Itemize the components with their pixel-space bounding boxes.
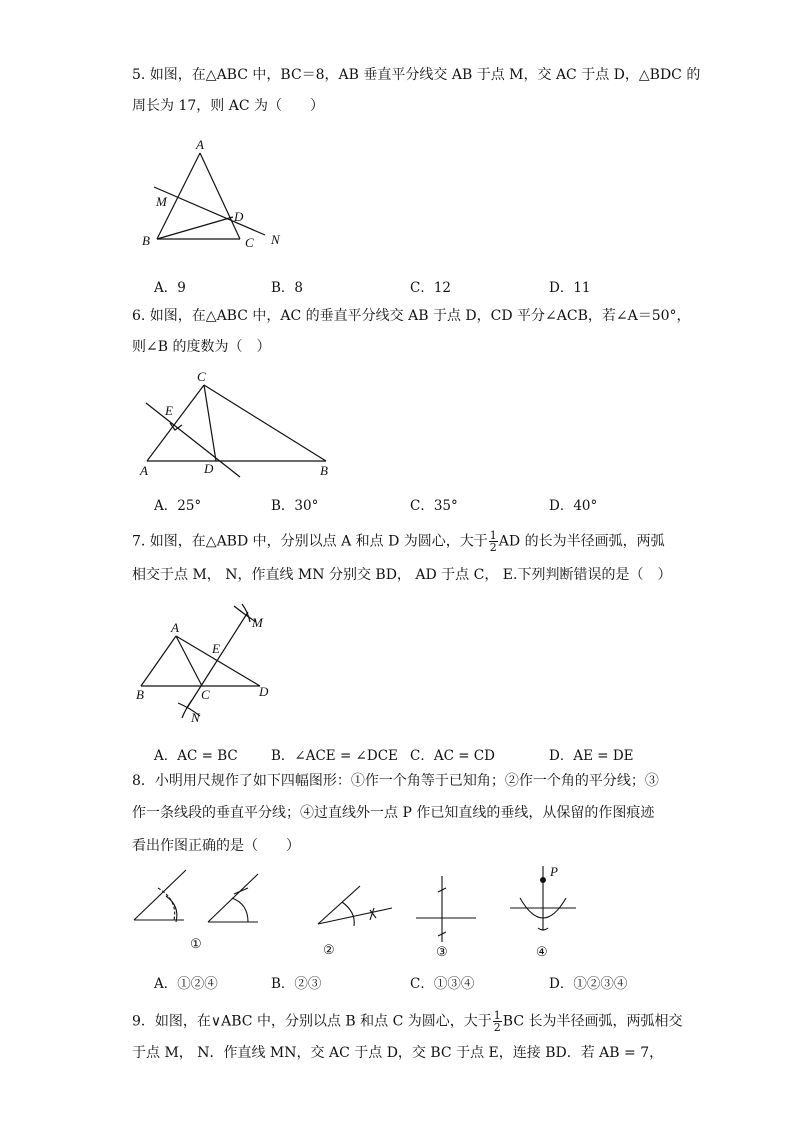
q5-option-b: B．8 [271, 280, 304, 296]
q6-label-b: B [320, 463, 328, 478]
q8-figure-number-4: ④ [536, 944, 548, 959]
q9-text-line1-end: BC 长为半径画弧，两弧相交 [502, 1013, 683, 1030]
q8-text-line1: 8．小明用尺规作了如下四幅图形：①作一个角等于已知角；②作一个角的平分线；③ [132, 773, 659, 789]
q8-figures [130, 858, 600, 963]
q5-option-a: A．9 [154, 280, 186, 296]
q8-option-c: C．①③④ [410, 976, 475, 992]
q9-fraction [493, 1010, 502, 1033]
q8-text-line3: 看出作图正确的是（ ） [132, 838, 300, 854]
q6-label-c: C [197, 369, 206, 384]
q8-figure-number-2: ② [323, 942, 335, 957]
q7-label-d: D [259, 684, 269, 699]
q7-option-d: D．AE = DE [549, 748, 634, 764]
q5-label-a: A [196, 137, 204, 152]
q5-option-c: C．12 [410, 280, 452, 296]
q9-fraction-denominator: 2 [493, 1021, 501, 1034]
q9-fraction-numerator: 1 [493, 1009, 501, 1022]
q7-label-a: A [171, 620, 179, 635]
q7-fraction [489, 530, 498, 553]
q8-label-p: P [550, 864, 558, 879]
q7-label-e: E [212, 641, 220, 656]
q6-label-d: D [204, 461, 214, 476]
q7-label-b: B [136, 687, 144, 702]
q8-point-p-dot [540, 877, 546, 883]
q8-figure-number-1: ① [190, 936, 202, 951]
q7-label-c: C [201, 687, 210, 702]
q6-option-a: A．25° [154, 498, 202, 514]
q6-text-line2: 则∠B 的度数为（ ） [132, 339, 271, 355]
q8-option-a: A．①②④ [154, 976, 218, 992]
q8-text-line2: 作一条线段的垂直平分线；④过直线外一点 P 作已知直线的垂线，从保留的作图痕迹 [132, 805, 655, 821]
q6-option-b: B．30° [271, 498, 319, 514]
q5-label-c: C [245, 235, 254, 250]
q7-option-a: A．AC = BC [154, 748, 238, 764]
q5-label-m: M [156, 194, 167, 209]
q7-text-line1-end: AD 的长为半径画弧，两弧 [498, 533, 665, 550]
q6-label-a: A [140, 463, 148, 478]
q5-option-d: D．11 [549, 280, 591, 296]
q7-fraction-denominator: 2 [489, 541, 497, 554]
q6-label-e: E [165, 403, 173, 418]
q9-text-line1-start: 9．如图，在∨ABC 中，分别以点 B 和点 C 为圆心，大于 [132, 1013, 492, 1030]
q7-text-line1-start: 7. 如图，在△ABD 中，分别以点 A 和点 D 为圆心，大于 [132, 533, 488, 550]
q7-figure [130, 600, 290, 725]
q5-label-n: N [271, 232, 280, 247]
q7-text-line2: 相交于点 M， N，作直线 MN 分别交 BD， AD 于点 C， E.下列判断错误的是（ ） [132, 567, 672, 583]
q6-option-d: D．40° [549, 498, 598, 514]
q5-text-line2: 周长为 17，则 AC 为（ ） [132, 98, 324, 114]
q7-text-line1 [132, 530, 665, 553]
q6-figure [130, 365, 345, 480]
q5-text-line1: 5. 如图，在△ABC 中，BC＝8，AB 垂直平分线交 AB 于点 M，交 AC 于点 D，△BDC 的 [132, 67, 701, 83]
q7-label-n: N [191, 710, 200, 725]
q9-text-line1 [132, 1010, 683, 1033]
q9-text-line2: 于点 M， N．作直线 MN，交 AC 于点 D，交 BC 于点 E，连接 BD．若 AB = 7， [132, 1045, 664, 1061]
q8-figure-number-3: ③ [436, 944, 448, 959]
q5-figure [130, 135, 300, 250]
q7-option-b: B．∠ACE = ∠DCE [271, 748, 398, 764]
q7-fraction-numerator: 1 [489, 529, 497, 542]
q8-option-d: D．①②③④ [549, 976, 628, 992]
q6-option-c: C．35° [410, 498, 458, 514]
q5-label-d: D [234, 209, 244, 224]
q7-option-c: C．AC = CD [410, 748, 495, 764]
q6-text-line1: 6. 如图，在△ABC 中，AC 的垂直平分线交 AB 于点 D，CD 平分∠ACB，若∠A＝50°， [132, 308, 691, 324]
q7-label-m: M [252, 615, 263, 630]
q5-label-b: B [142, 233, 150, 248]
q8-option-b: B．②③ [271, 976, 322, 992]
